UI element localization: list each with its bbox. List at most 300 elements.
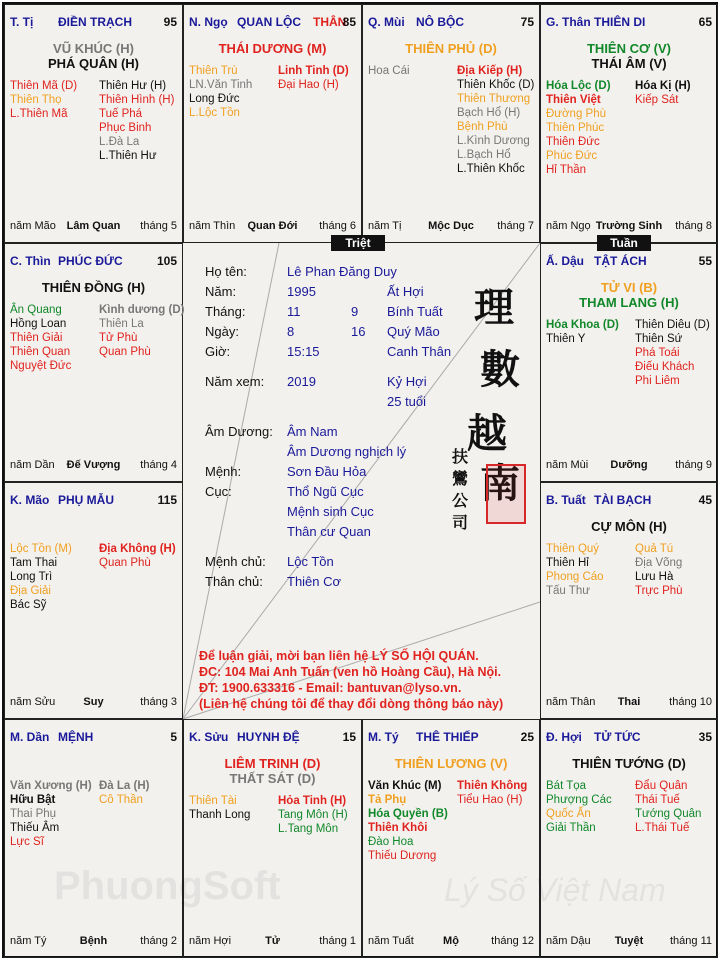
palace-cell-suu[interactable] (183, 719, 362, 958)
minor-star: Thiên Quan (10, 346, 71, 358)
minor-star: Bạch Hổ (H) (457, 107, 521, 119)
palace-life-stage: Thai (617, 696, 641, 708)
palace-year: năm Tị (368, 220, 402, 232)
calligraphy-char: 南 (480, 460, 520, 507)
major-stars (363, 41, 539, 56)
minor-star: L.Thiên Khốc (457, 163, 525, 175)
palace-month: tháng 12 (491, 935, 534, 947)
info-label: Thân chủ: (205, 574, 263, 589)
palace-decade: 105 (156, 254, 177, 268)
palace-branch: C. Thìn (10, 254, 51, 268)
palace-life-stage: Suy (83, 696, 104, 708)
palace-life-stage: Tuyệt (614, 935, 644, 947)
palace-cell-ty[interactable] (4, 4, 183, 243)
palace-month: tháng 11 (669, 935, 712, 947)
minor-star: Hoa Cái (368, 65, 410, 77)
minor-star: L.Thái Tuế (635, 822, 690, 834)
palace-decade: 15 (342, 730, 356, 744)
palace-decade: 115 (157, 493, 177, 507)
watermark-right: Lý Số Việt Nam (444, 872, 666, 908)
palace-header (546, 493, 712, 509)
minor-star: L.Thiên Mã (10, 108, 68, 120)
minor-star: Lưu Hà (635, 571, 674, 583)
palace-cell-mao[interactable] (4, 482, 183, 719)
minor-star: Thiên Mã (D) (10, 80, 78, 92)
major-star: VŨ KHÚC (H) (53, 41, 134, 56)
palace-decade: 35 (698, 730, 712, 744)
palace-month: tháng 3 (140, 696, 177, 708)
major-star: THẤT SÁT (D) (229, 771, 316, 786)
major-stars (541, 756, 717, 771)
palace-name: PHÚC ĐỨC (58, 254, 123, 268)
minor-star: Thiên Tài (189, 795, 237, 807)
palace-month: tháng 9 (675, 459, 712, 471)
palace-branch: K. Sửu (189, 730, 229, 744)
minor-star: Tử Phù (99, 332, 138, 344)
palace-decade: 5 (170, 730, 177, 744)
info-label: Tháng: (205, 304, 246, 319)
minor-star: Thái Tuế (635, 794, 680, 806)
minor-star: L.Thiên Hư (99, 150, 157, 162)
palace-year: năm Thìn (189, 220, 236, 232)
palace-footer (189, 935, 356, 949)
info-value: Ất Hợi (387, 284, 424, 299)
palace-branch: Q. Mùi (368, 15, 405, 29)
minor-star: Phượng Các (546, 794, 612, 806)
major-star: THIÊN PHỦ (D) (405, 41, 497, 56)
minor-stars-left (189, 794, 250, 822)
minor-star: Thiên Việt (546, 94, 601, 106)
palace-year: năm Sửu (10, 696, 56, 708)
palace-footer (10, 459, 177, 473)
palace-month: tháng 10 (669, 696, 712, 708)
palace-header (10, 730, 177, 746)
minor-star: Thanh Long (189, 809, 251, 821)
palace-branch: M. Tý (368, 730, 399, 744)
minor-stars-left (546, 779, 612, 835)
minor-star: Long Đức (189, 93, 240, 105)
palace-decade: 25 (520, 730, 534, 744)
info-label: Mệnh: (205, 464, 242, 479)
info-value: Bính Tuất (387, 304, 443, 319)
minor-stars-right (99, 779, 149, 807)
notice-line: (Liên hệ chúng tôi để thay đổi dòng thông báo này) (199, 697, 504, 711)
major-stars (363, 756, 539, 771)
minor-star: Hóa Kị (H) (635, 80, 691, 92)
palace-name: QUAN LỘC (237, 15, 301, 29)
minor-star: Tướng Quân (635, 808, 702, 820)
minor-star: Quan Phù (99, 346, 151, 358)
triet-tag: Triệt (331, 235, 385, 251)
info-value: 1995 (287, 284, 316, 299)
palace-header (546, 15, 712, 31)
major-star: CỰ MÔN (H) (591, 519, 667, 534)
palace-footer (189, 220, 356, 234)
info-value: Thổ Ngũ Cục (287, 484, 364, 499)
calligraphy-small-char: 鸞 (452, 469, 469, 488)
major-stars (184, 756, 361, 786)
minor-star: Quả Tú (635, 543, 674, 555)
major-star: THÁI ÂM (V) (591, 56, 667, 71)
info-label: Ngày: (205, 324, 239, 339)
minor-stars-left (546, 542, 604, 598)
minor-star: Quốc Ấn (546, 808, 591, 820)
minor-star: LN.Văn Tinh (189, 79, 253, 91)
palace-name: NÔ BỘC (416, 15, 464, 29)
info-value: 15:15 (287, 344, 320, 359)
info-value: 11 (287, 304, 301, 319)
minor-star: Cô Thần (99, 794, 143, 806)
palace-branch: Đ. Hợi (546, 730, 582, 744)
minor-star: Thiên Phúc (546, 122, 605, 134)
minor-star: Đại Hao (H) (278, 79, 339, 91)
palace-year: năm Tý (10, 935, 47, 947)
info-value: Thiên Cơ (287, 574, 342, 589)
major-stars (541, 41, 717, 71)
palace-life-stage: Tử (265, 935, 280, 947)
minor-stars-left (10, 542, 72, 612)
palace-footer (10, 935, 177, 949)
minor-star: Thiên Khôi (368, 822, 428, 834)
minor-star: Kình dương (D) (99, 304, 185, 316)
info-value: Âm Dương nghịch lý (287, 444, 407, 459)
minor-star: Thiên Khốc (D) (457, 79, 535, 91)
palace-decade: 75 (520, 15, 534, 29)
watermark-left: PhuongSoft (54, 864, 281, 908)
minor-star: Thai Phụ (10, 808, 57, 820)
info-value: Sơn Đầu Hỏa (287, 464, 367, 479)
palace-footer (546, 220, 712, 234)
palace-cell-ty2[interactable] (362, 719, 540, 958)
info-label: Năm xem: (205, 374, 265, 389)
info-label: Họ tên: (205, 264, 247, 279)
minor-star: Lộc Tồn (M) (10, 543, 72, 555)
palace-cell-tuat[interactable] (540, 482, 718, 719)
major-star: THIÊN TƯỚNG (D) (572, 756, 686, 771)
calligraphy-small-char: 司 (452, 513, 469, 532)
info-value: Âm Nam (287, 424, 338, 439)
minor-star: Hỉ Thần (546, 164, 587, 176)
calligraphy-char: 數 (480, 346, 520, 393)
minor-star: Thiên Hỉ (546, 557, 589, 569)
palace-name: TỬ TỨC (594, 730, 641, 744)
minor-stars-left (10, 779, 92, 849)
info-value: Quý Mão (387, 324, 440, 339)
minor-star: Kiếp Sát (635, 94, 679, 106)
notice-line: Để luận giải, mời bạn liên hệ LÝ SỐ HỘI QUÁN. (199, 649, 479, 663)
minor-stars-left (368, 779, 448, 863)
minor-star: Thiên Diêu (D) (635, 319, 710, 331)
palace-name: HUYNH ĐỆ (237, 730, 300, 744)
calligraphy-small-char: 公 (452, 491, 469, 510)
minor-star: Lực Sĩ (10, 836, 44, 848)
palace-footer (10, 220, 177, 234)
minor-star: Hóa Lộc (D) (546, 80, 611, 92)
minor-star: Thiên Giải (10, 332, 63, 344)
minor-star: Tả Phụ (368, 794, 407, 806)
palace-header (10, 254, 177, 270)
major-star: LIÊM TRINH (D) (224, 756, 321, 771)
minor-star: Hóa Khoa (D) (546, 319, 619, 331)
minor-star: Nguyệt Đức (10, 360, 72, 372)
seal-stamp (486, 464, 526, 524)
palace-branch: M. Dần (10, 730, 50, 744)
minor-star: Thiên Y (546, 333, 586, 345)
info-label: Âm Dương: (205, 424, 273, 439)
minor-star: Hóa Quyền (B) (368, 808, 448, 820)
palace-name: THIÊN DI (594, 15, 646, 29)
palace-life-stage: Đế Vượng (66, 459, 121, 471)
minor-star: Quan Phù (99, 557, 151, 569)
minor-star: Thiếu Âm (10, 822, 60, 834)
minor-star: Địa Giải (10, 585, 51, 597)
major-star: THÁI DƯƠNG (M) (218, 41, 327, 56)
palace-name: MỆNH (58, 730, 94, 744)
minor-stars-right (99, 542, 176, 570)
palace-footer (368, 220, 534, 234)
major-stars (541, 519, 717, 534)
info-value: 16 (351, 324, 366, 339)
info-value: Canh Thân (387, 344, 452, 359)
info-value: Thân cư Quan (287, 524, 371, 539)
palace-header (368, 15, 534, 31)
info-value: 9 (351, 304, 359, 319)
minor-star: Tiểu Hao (H) (457, 794, 523, 806)
info-value: Kỷ Hợi (387, 374, 427, 389)
palace-footer (10, 696, 177, 710)
minor-star: Phá Toái (635, 347, 680, 359)
minor-stars-right (635, 542, 683, 598)
palace-branch: T. Tị (10, 15, 34, 29)
palace-header (189, 15, 356, 31)
palace-cell-than[interactable] (540, 4, 718, 243)
palace-header (189, 730, 356, 746)
info-value: 2019 (287, 374, 316, 389)
palace-name: THÊ THIẾP (416, 730, 479, 744)
palace-header (368, 730, 534, 746)
palace-month: tháng 5 (140, 220, 177, 232)
horoscope-chart (2, 2, 718, 958)
info-label: Cục: (205, 484, 232, 499)
palace-footer (368, 935, 534, 949)
minor-stars-left (10, 79, 77, 121)
palace-year: năm Tuất (368, 935, 414, 947)
minor-star: Thiếu Dương (368, 850, 437, 862)
minor-star: Bát Tọa (546, 780, 587, 792)
minor-star: Bệnh Phù (457, 121, 508, 133)
minor-stars-right (635, 79, 691, 107)
palace-decade: 55 (698, 254, 712, 268)
minor-stars-right (278, 64, 349, 92)
palace-header (10, 493, 177, 509)
minor-stars-right (635, 779, 701, 835)
palace-cell-ngo[interactable] (183, 4, 362, 243)
minor-star: Thiên La (99, 318, 144, 330)
palace-month: tháng 1 (319, 935, 356, 947)
major-star: THIÊN CƠ (V) (586, 41, 672, 56)
minor-star: Thiên Trù (189, 65, 238, 77)
minor-star: Điếu Khách (635, 361, 695, 373)
palace-life-stage: Bệnh (79, 935, 108, 947)
major-stars (5, 280, 182, 295)
minor-star: Tam Thai (10, 557, 58, 569)
palace-name: TẬT ÁCH (594, 254, 647, 268)
palace-life-stage: Lâm Quan (66, 220, 121, 232)
minor-star: Giải Thần (546, 822, 596, 834)
palace-cell-mui[interactable] (362, 4, 540, 243)
palace-cell-dan[interactable] (4, 719, 183, 958)
palace-branch: B. Tuất (546, 493, 586, 507)
palace-header (546, 254, 712, 270)
minor-star: Đường Phù (546, 108, 606, 120)
major-star: TỬ VI (B) (600, 280, 658, 295)
notice-line: ĐT: 1900.633316 - Email: bantuvan@lyso.vn. (199, 681, 462, 695)
minor-star: L.Lộc Tồn (189, 107, 240, 119)
major-stars (184, 41, 361, 56)
palace-life-stage: Dưỡng (610, 459, 648, 471)
info-value: 25 tuổi (387, 394, 427, 409)
palace-month: tháng 7 (497, 220, 534, 232)
palace-year: năm Hợi (189, 935, 232, 947)
minor-star: L.Đà La (99, 136, 140, 148)
palace-decade: 85 (342, 15, 356, 29)
palace-life-stage: Mộ (443, 935, 459, 947)
palace-body-marker: THÂN (313, 15, 347, 29)
palace-branch: K. Mão (10, 493, 50, 507)
palace-branch: Ấ. Dậu (546, 254, 585, 268)
palace-month: tháng 4 (140, 459, 177, 471)
major-star: THIÊN LƯƠNG (V) (394, 756, 508, 771)
minor-stars-left (546, 79, 611, 177)
minor-star: Thiên Thọ (10, 94, 62, 106)
palace-name: TÀI BẠCH (594, 493, 652, 507)
major-stars (541, 280, 717, 310)
palace-name: ĐIỀN TRẠCH (58, 15, 132, 29)
palace-branch: N. Ngọ (189, 15, 228, 29)
palace-footer (546, 696, 712, 710)
palace-life-stage: Mộc Dục (428, 220, 474, 232)
calligraphy-small-char: 扶 (452, 447, 469, 466)
minor-star: Thiên Quý (546, 543, 600, 555)
minor-stars-right (457, 779, 527, 807)
minor-star: Phi Liêm (635, 375, 680, 387)
info-value: Lộc Tồn (287, 554, 334, 569)
info-value: Mệnh sinh Cục (287, 504, 374, 519)
palace-cell-thin[interactable] (4, 243, 183, 482)
minor-star: Thiên Sứ (635, 333, 683, 345)
major-stars (5, 41, 182, 71)
palace-cell-hoi[interactable] (540, 719, 718, 958)
contact-notice (199, 648, 539, 712)
info-value: Lê Phan Đăng Duy (287, 264, 397, 279)
major-star: THAM LANG (H) (579, 295, 679, 310)
minor-star: Tấu Thư (546, 585, 590, 597)
palace-header (10, 15, 177, 31)
palace-name: PHỤ MẪU (58, 493, 114, 507)
palace-branch: G. Thân (546, 15, 591, 29)
palace-month: tháng 2 (140, 935, 177, 947)
minor-star: Trực Phù (635, 585, 683, 597)
palace-year: năm Mùi (546, 459, 589, 471)
palace-footer (546, 459, 712, 473)
minor-star: Thiên Hình (H) (99, 94, 175, 106)
minor-stars-right (635, 318, 710, 388)
palace-year: năm Thân (546, 696, 596, 708)
minor-star: Hồng Loan (10, 318, 67, 330)
palace-life-stage: Trường Sinh (595, 220, 663, 232)
palace-year: năm Ngọ (546, 220, 591, 232)
calligraphy-char: 理 (474, 284, 514, 331)
palace-decade: 95 (163, 15, 177, 29)
minor-star: L.Bạch Hổ (457, 149, 511, 161)
minor-star: Long Trì (10, 571, 53, 583)
minor-star: Phong Cáo (546, 571, 604, 583)
minor-star: Bác Sỹ (10, 599, 47, 611)
minor-star: Địa Kiếp (H) (457, 65, 523, 77)
palace-year: năm Mão (10, 220, 56, 232)
calligraphy-char: 越 (467, 410, 507, 457)
major-star: THIÊN ĐỒNG (H) (41, 280, 146, 295)
minor-star: L.Kình Dương (457, 135, 530, 147)
minor-star: Phúc Đức (546, 150, 598, 162)
minor-star: L.Tang Môn (278, 823, 339, 835)
palace-decade: 65 (698, 15, 712, 29)
minor-star: Văn Khúc (M) (368, 780, 442, 792)
minor-stars-right (457, 64, 534, 176)
minor-stars-left (10, 303, 71, 373)
major-star: PHÁ QUÂN (H) (48, 56, 139, 71)
info-label: Giờ: (205, 344, 231, 359)
info-label: Mệnh chủ: (205, 554, 266, 569)
palace-header (546, 730, 712, 746)
minor-star: Địa Võng (635, 557, 683, 569)
minor-star: Ân Quang (10, 304, 62, 316)
minor-stars-right (99, 303, 184, 359)
palace-month: tháng 6 (319, 220, 356, 232)
palace-cell-dau[interactable] (540, 243, 718, 482)
minor-star: Thiên Thương (457, 93, 531, 105)
palace-decade: 45 (698, 493, 712, 507)
palace-footer (546, 935, 712, 949)
minor-star: Địa Không (H) (99, 543, 176, 555)
tuan-tag: Tuần (597, 235, 651, 251)
minor-star: Văn Xương (H) (10, 780, 92, 792)
minor-star: Linh Tinh (D) (278, 65, 349, 77)
info-label: Năm: (205, 284, 237, 299)
info-value: 8 (287, 324, 295, 339)
minor-stars-left (368, 64, 410, 78)
minor-star: Phục Binh (99, 122, 152, 134)
minor-star: Tang Môn (H) (278, 809, 348, 821)
minor-star: Đà La (H) (99, 780, 150, 792)
minor-star: Hữu Bật (10, 794, 56, 806)
minor-stars-right (278, 794, 348, 836)
minor-star: Đẩu Quân (635, 780, 688, 792)
palace-year: năm Dần (10, 459, 55, 471)
minor-stars-right (99, 79, 174, 163)
notice-line: ĐC: 104 Mai Anh Tuấn (ven hồ Hoàng Cầu), Hà Nội. (199, 665, 502, 679)
minor-star: Thiên Hư (H) (99, 80, 167, 92)
minor-stars-left (546, 318, 619, 346)
minor-stars-left (189, 64, 252, 120)
minor-star: Tuế Phá (99, 108, 143, 120)
minor-star: Hỏa Tinh (H) (278, 795, 347, 807)
minor-star: Đào Hoa (368, 836, 414, 848)
minor-star: Thiên Không (457, 780, 528, 792)
minor-star: Thiên Đức (546, 136, 600, 148)
palace-life-stage: Quan Đới (247, 220, 298, 232)
palace-year: năm Dậu (546, 935, 591, 947)
